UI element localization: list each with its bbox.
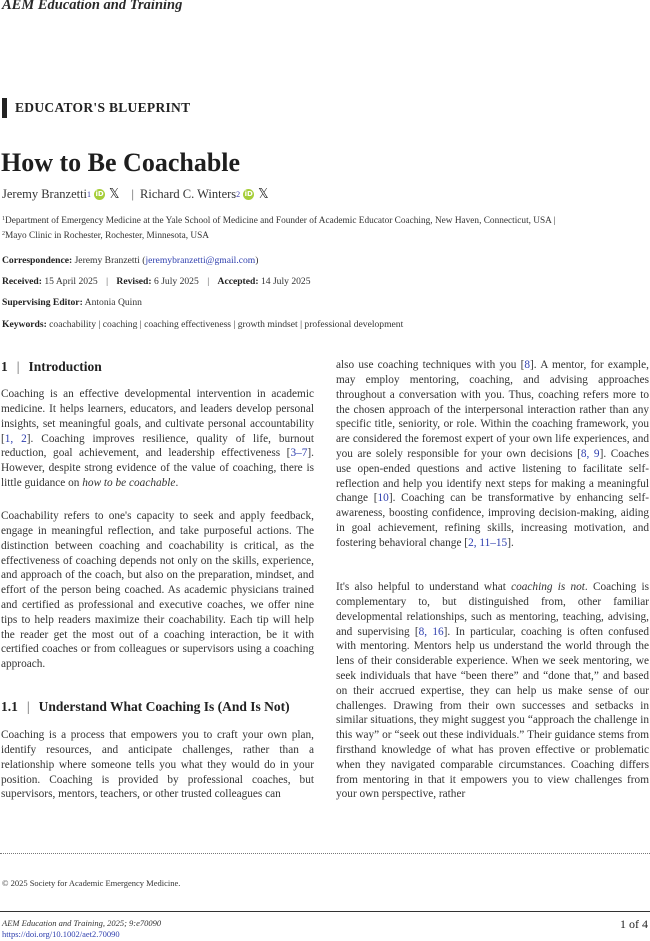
text: also use coaching techniques with you [: [336, 359, 525, 372]
citation-link[interactable]: 10: [377, 492, 389, 505]
revised-label: Revised:: [116, 276, 152, 287]
affiliation-1: [2, 216, 556, 226]
emphasis: how to be coachable: [82, 477, 176, 490]
affiliation-text: Department of Emergency Medicine at the Yale School of Medicine and Founder of Academic Educator Coaching, New Haven, Connecticut, USA |: [5, 216, 556, 226]
copyright: © 2025 Society for Academic Emergency Medicine.: [2, 878, 181, 888]
author-separator: |: [131, 187, 135, 201]
keywords-text: coachability | coaching | coaching effectiveness | growth mindset | professional development: [49, 319, 404, 330]
text: ].: [507, 536, 514, 549]
footnote-divider: [0, 853, 650, 854]
section-heading-1-1: [1, 699, 290, 715]
text: ]. Coaches use open-ended questions and active listening to facilitate self-reflection and help you identify next steps for making a meaningful change [: [336, 448, 649, 505]
editor-name: Antonia Quinn: [84, 297, 142, 308]
affiliation-text: Mayo Clinic in Rochester, Rochester, Minnesota, USA: [5, 231, 210, 241]
section-type: [2, 98, 190, 118]
affiliation-number: 1: [2, 216, 5, 222]
article-dates: [2, 276, 311, 287]
text: . Coaching is complementary to, but distinguished from, other familiar developmental relationships, such as mentoring, teaching, advising, and supervising [: [336, 581, 649, 638]
paragraph-intro-2: Coachability refers to one's capacity to seek and apply feedback, engage in meaningful reflection, and take purposeful actions. The distinction between coaching and coachability is critical, as the effectiveness of coaching depends not only on the skills, experience, and approach of the coach, but also on the preparation, mindset, and effort of the person being coached. As academic physicians trained and certified as professional and executive coaches, we offer nine tips to help readers maximize their coachability. Each tip will help the reader get the most out of a coaching interaction, be it with certified coaches or from colleagues or supervisors using a coaching approach.: [1, 510, 314, 671]
section-number: 1.1: [1, 699, 18, 714]
citation-text: AEM Education and Training, 2025; 9:e70090: [2, 918, 162, 928]
affiliation-marker: 1: [87, 190, 92, 199]
doi-link[interactable]: https://doi.org/10.1002/aet2.70090: [2, 929, 120, 939]
correspondence-label: Correspondence:: [2, 255, 73, 266]
author-list: [2, 187, 275, 202]
date-separator: |: [207, 276, 210, 287]
received-date: 15 April 2025: [44, 276, 98, 287]
affiliation-marker: 2: [236, 190, 241, 199]
citation-link[interactable]: 2, 11–15: [468, 536, 508, 549]
section-title: Understand What Coaching Is (And Is Not): [38, 699, 290, 714]
editor-label: Supervising Editor:: [2, 297, 83, 308]
accepted-date: 14 July 2025: [260, 276, 311, 287]
text: ]. A mentor, for example, may employ mentoring, coaching, and advising approaches throughout a conversation with you. Thus, coaching refers more to the chosen approach of the interpersonal interaction rather than any specific title, seniority, or role. Within the coaching framework, you are considered the foremost expert of your own life experiences, and you are solely responsible for your own decisions [: [336, 359, 649, 461]
heading-separator: |: [16, 359, 20, 374]
paren: ): [255, 255, 259, 266]
emphasis: coaching is not: [511, 581, 585, 594]
section-title: Introduction: [28, 359, 102, 374]
footer-divider: [0, 911, 650, 912]
text: .: [175, 477, 179, 490]
citation-link[interactable]: 8, 16: [418, 625, 444, 638]
journal-header: AEM Education and Training: [2, 0, 183, 13]
affiliation-number: 2: [2, 231, 5, 237]
text: It's also helpful to understand what: [336, 581, 512, 594]
correspondence: [2, 255, 258, 266]
text: ]. In particular, coaching is often confused with mentoring. Mentors help us understand the world through the lens of their considerable experience. When we seek mentoring, we seek individuals that have “been there” and “done that,” and based on their accrued expertise, they can help us make sense of our challenges. Drawing from their own successes and setbacks in similar situations, they might suggest you “approach the challenge in this way” or “seek out these individuals.” Their guidance stems from firsthand knowledge of what has proven effective or problematic when they navigated comparable circumstances. Coaching differs from mentoring in that it empowers you to view challenges from your own perspective, rather: [336, 625, 650, 801]
revised-date: 6 July 2025: [154, 276, 199, 287]
keywords-label: Keywords:: [2, 319, 47, 330]
date-separator: |: [106, 276, 109, 287]
paragraph-1-1-a: Coaching is a process that empowers you to craft your own plan, identify resources, and anticipate challenges, rather than a relationship where someone tells you what they would do in your position. Coaching is provided by professional coaches, but supervisors, mentors, teachers, or other trusted colleagues can: [1, 729, 314, 801]
orcid-icon[interactable]: iD: [244, 190, 253, 198]
section-number: 1: [1, 359, 8, 374]
paragraph-1-1-c: [336, 580, 649, 802]
supervising-editor: [2, 297, 142, 308]
text: ]. However, despite strong evidence of the value of coaching, there is little guidance on: [1, 447, 314, 490]
footer-citation: [2, 918, 161, 928]
text: Coaching is an effective developmental intervention in academic medicine. It helps learners, educators, and leaders develop personal insights, set meaningful goals, and cultivate personal accountability [: [1, 388, 314, 445]
paragraph-intro-1: [1, 387, 314, 491]
page-number: 1 of 4: [620, 917, 648, 931]
correspondence-name: Jeremy Branzetti (: [74, 255, 146, 266]
orcid-icon[interactable]: iD: [95, 190, 104, 198]
accepted-label: Accepted:: [217, 276, 259, 287]
heading-separator: |: [26, 699, 30, 714]
keywords: [2, 319, 403, 330]
citation-link[interactable]: 8, 9: [580, 448, 600, 461]
citation-link[interactable]: 3–7: [290, 447, 308, 460]
citation-link[interactable]: 1, 2: [4, 432, 27, 445]
section-heading-introduction: [1, 359, 102, 375]
section-bar: [2, 98, 7, 118]
paragraph-1-1-b: [336, 358, 649, 550]
text: ]. Coaching improves resilience, quality of life, burnout reduction, goal achievement, and leadership effectiveness [: [1, 432, 314, 460]
correspondence-email-link[interactable]: jeremybranzetti@gmail.com: [145, 255, 256, 266]
x-social-icon[interactable]: 𝕏: [109, 187, 120, 202]
author-name[interactable]: Jeremy Branzetti: [2, 187, 88, 201]
section-type-label: EDUCATOR'S BLUEPRINT: [15, 100, 191, 115]
author-name[interactable]: Richard C. Winters: [140, 187, 237, 201]
affiliation-2: [2, 231, 209, 241]
article-title: How to Be Coachable: [1, 148, 241, 177]
text: ]. Coaching can be transformative by enhancing self-awareness, boosting confidence, improving decision-making, aiding in goal achievement, refining skills, increasing motivation, and fostering behavioral change [: [336, 492, 650, 549]
x-social-icon[interactable]: 𝕏: [258, 187, 269, 202]
citation-link[interactable]: 8: [524, 359, 531, 372]
received-label: Received:: [2, 276, 42, 287]
